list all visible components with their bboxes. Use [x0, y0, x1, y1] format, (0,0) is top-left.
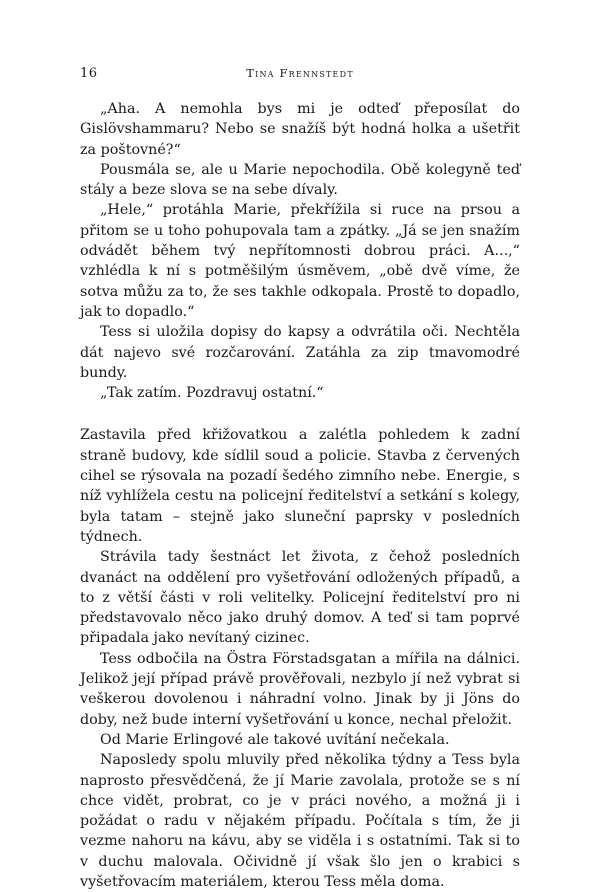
paragraph: Tess odbočila na Östra Förstadsgatan a mířila na dálnici. Jelikož její případ právě prověřovali, nezbylo jí než vybrat si veškerou dovolenou i náhradní volno. Jinak by ji Jöns do doby, než bude interní vyšetřování u konce, nechal přeložit. — [80, 650, 520, 728]
section-break — [80, 403, 520, 425]
paragraph: „Hele,“ protáhla Marie, překřížila si ruce na prsou a přitom se u toho pohupovala tam a zpátky. „Já se jen snažím odvádět během tvý nepřítomnosti dobrou práci. A...,“ vzhlédla k ní s potměšilým úsměvem, „obě dvě víme, že sotva můžu za to, že ses takhle odkopala. Prostě to dopadlo, jak to dopadlo.“ — [80, 202, 520, 320]
paragraph: „Tak zatím. Pozdravuj ostatní.“ — [100, 385, 324, 402]
paragraph: Tess si uložila dopisy do kapsy a odvrátila oči. Nechtěla dát najevo své rozčarování. Zatáhla za zip tmavomodré bundy. — [80, 324, 520, 381]
body-text — [80, 99, 520, 892]
page-number: 16 — [80, 66, 98, 81]
paragraph: Strávila tady šestnáct let života, z čehož posledních dvanáct na oddělení pro vyšetřování odložených případů, a to z větší části v roli velitelky. Policejní ředitelství pro ni představovalo něco jako druhý domov. A teď si tam poprvé připadala jako nevítaný cizinec. — [80, 549, 520, 647]
paragraph: Zastavila před křižovatkou a zalétla pohledem k zadní straně budovy, kde sídlil soud a policie. Stavba z červených cihel se rýsovala na pozadí šedého zimního nebe. Energie, s níž vyhlížela cestu na policejní ředitelství a setkání s kolegy, byla tatam – stejně jako sluneční paprsky v posledních týdnech. — [80, 427, 520, 545]
running-head: Tina Frennstedt — [246, 66, 354, 80]
paragraph: Od Marie Erlingové ale takové uvítání nečekala. — [100, 731, 450, 748]
paragraph: Pousmála se, ale u Marie nepochodila. Obě kolegyně teď stály a beze slova se na sebe dívaly. — [80, 161, 520, 199]
paragraph: „Aha. A nemohla bys mi je odteď přeposílat do Gislövshammaru? Nebo se snažíš být hodná holka a ušetřit za poštovné?“ — [80, 101, 520, 158]
page-header — [80, 66, 520, 86]
paragraph: Naposledy spolu mluvily před několika týdny a Tess byla naprosto přesvědčená, že jí Marie zavolala, protože se s ní chce vidět, probrat, co je v práci nového, a možná ji i požádat o radu v nějakém případu. Počítala s tím, že ji vezme nahoru na kávu, aby se viděla i s ostatními. Tak si to v duchu malovala. Očividně jí však šlo jen o krabici s vyšetřovacím materiálem, kterou Tess měla doma. — [80, 752, 520, 890]
